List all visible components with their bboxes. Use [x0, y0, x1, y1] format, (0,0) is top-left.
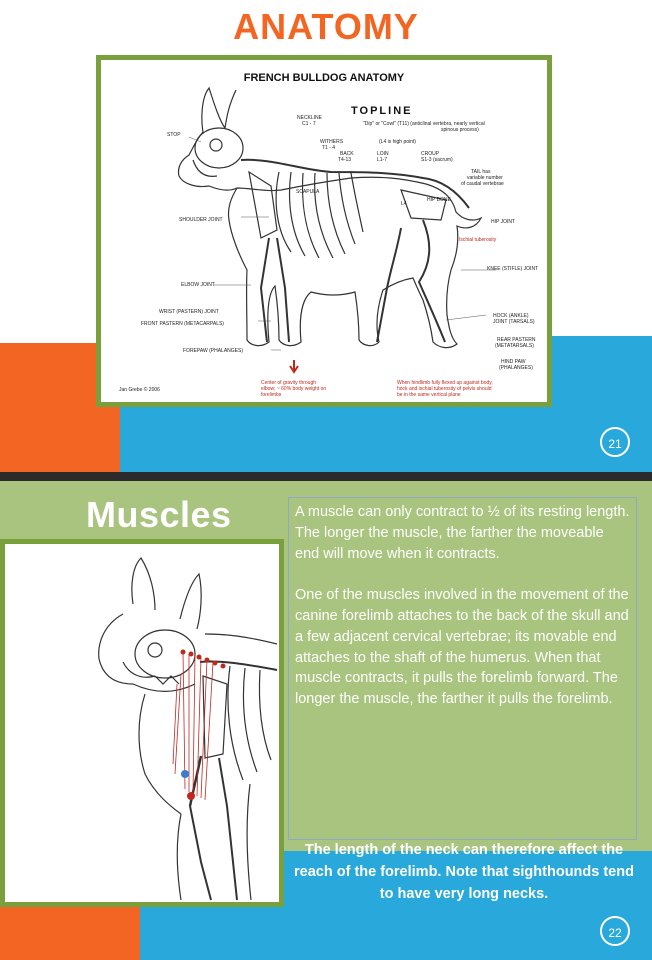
label-dip-continued: spinous process): [441, 127, 479, 133]
label-front-pastern: FRONT PASTERN (METACARPALS): [141, 321, 224, 327]
label-hock-tarsals: JOINT (TARSALS): [493, 319, 535, 325]
label-hindlimb-note-2: hock and ischial tuberosity of pelvis should: [397, 386, 492, 392]
bulldog-skeleton-illustration: [101, 60, 547, 402]
label-forepaw: FOREPAW (PHALANGES): [183, 348, 244, 354]
label-loin: LOIN: [377, 151, 389, 157]
label-withers-vertebrae: T1 - 4: [322, 145, 336, 151]
topline-label: TOPLINE: [351, 105, 413, 117]
label-center-of-gravity-3: forelimbs: [261, 392, 282, 398]
label-withers: WITHERS: [320, 139, 344, 145]
label-wrist-joint: WRIST (PASTERN) JOINT: [159, 309, 219, 315]
center-of-gravity-arrow: [290, 360, 298, 372]
slide-22: [0, 481, 652, 960]
label-tail-variable: variable number: [467, 175, 503, 181]
label-elbow-joint: ELBOW JOINT: [181, 282, 215, 288]
slide-21: [0, 0, 652, 472]
label-l4: L4: [401, 201, 407, 207]
label-hindlimb-note-3: be in the same vertical plane: [397, 392, 461, 398]
paragraph-contraction: A muscle can only contract to ½ of its resting length. The longer the muscle, the farther the moveable end will move when it contracts.: [295, 504, 630, 562]
paragraph-forelimb-muscle: One of the muscles involved in the movement of the canine forelimb attaches to the back of the skull and a few adjacent cervical vertebrae; its movable end attaches to the shaft of the humerus. When that muscle contracts, it pulls the forelimb forward. The longer the muscle, the farther it pulls the forelimb.: [295, 587, 629, 708]
label-croup: CROUP: [421, 151, 440, 157]
label-center-of-gravity-1: Center of gravity through: [261, 380, 317, 386]
page-number-badge: 21: [600, 427, 630, 457]
label-high-point: (L4 is high point): [379, 139, 416, 145]
label-croup-vertebrae: S1-3 (sacrum): [421, 157, 453, 163]
neck-muscle-highlight: [173, 652, 213, 800]
label-hind-paw: HIND PAW: [501, 359, 526, 365]
slide-title: Muscles: [86, 494, 232, 535]
label-hock: HOCK (ANKLE): [493, 313, 529, 319]
muscle-diagram-frame: [0, 539, 284, 907]
label-center-of-gravity-2: elbow; ~ 60% body weight on: [261, 386, 327, 392]
label-shoulder-joint: SHOULDER JOINT: [179, 217, 223, 223]
label-dip: "Dip" or "Cowl" (T11) (anticlinal vertebra, nearly vertical: [363, 121, 485, 127]
label-hindlimb-note-1: When hindlimb fully flexed up against body,: [397, 380, 493, 386]
label-scapula: SCAPULA: [296, 189, 320, 195]
label-knee-joint: KNEE (STIFLE) JOINT: [487, 266, 539, 272]
label-hind-paw-phalanges: (PHALANGES): [499, 365, 533, 371]
label-copyright: Jan Grebe © 2006: [119, 387, 160, 393]
label-back: BACK: [340, 151, 354, 157]
label-neckline: NECKLINE: [297, 115, 323, 121]
label-rear-pastern-metatarsals: (METATARSALS): [495, 343, 534, 349]
label-hip-joint: HIP JOINT: [491, 219, 516, 225]
label-back-vertebrae: T4-13: [338, 157, 352, 163]
label-tail: TAIL has: [471, 169, 491, 175]
label-hip-bone: HIP BONE: [427, 197, 451, 203]
label-stop: STOP: [167, 132, 181, 138]
slide-title: ANATOMY: [233, 6, 419, 47]
neck-length-summary: The length of the neck can therefore affect the reach of the forelimb. Note that sighthounds tend to have very long necks.: [294, 842, 634, 902]
diagram-title: FRENCH BULLDOG ANATOMY: [243, 72, 405, 84]
page-number-badge: 22: [600, 916, 630, 946]
label-loin-vertebrae: L1-7: [377, 157, 388, 163]
anatomy-diagram-frame: [96, 55, 552, 407]
label-rear-pastern: REAR PASTERN: [497, 337, 536, 343]
label-neckline-vertebrae: C1 - 7: [302, 121, 316, 127]
label-tail-caudal: of caudal vertebrae: [461, 181, 504, 187]
bulldog-muscle-illustration: [5, 544, 279, 902]
label-ischial-tuberosity: Ischial tuberosity: [459, 237, 497, 243]
muscle-explanation-textbox: [288, 497, 637, 840]
